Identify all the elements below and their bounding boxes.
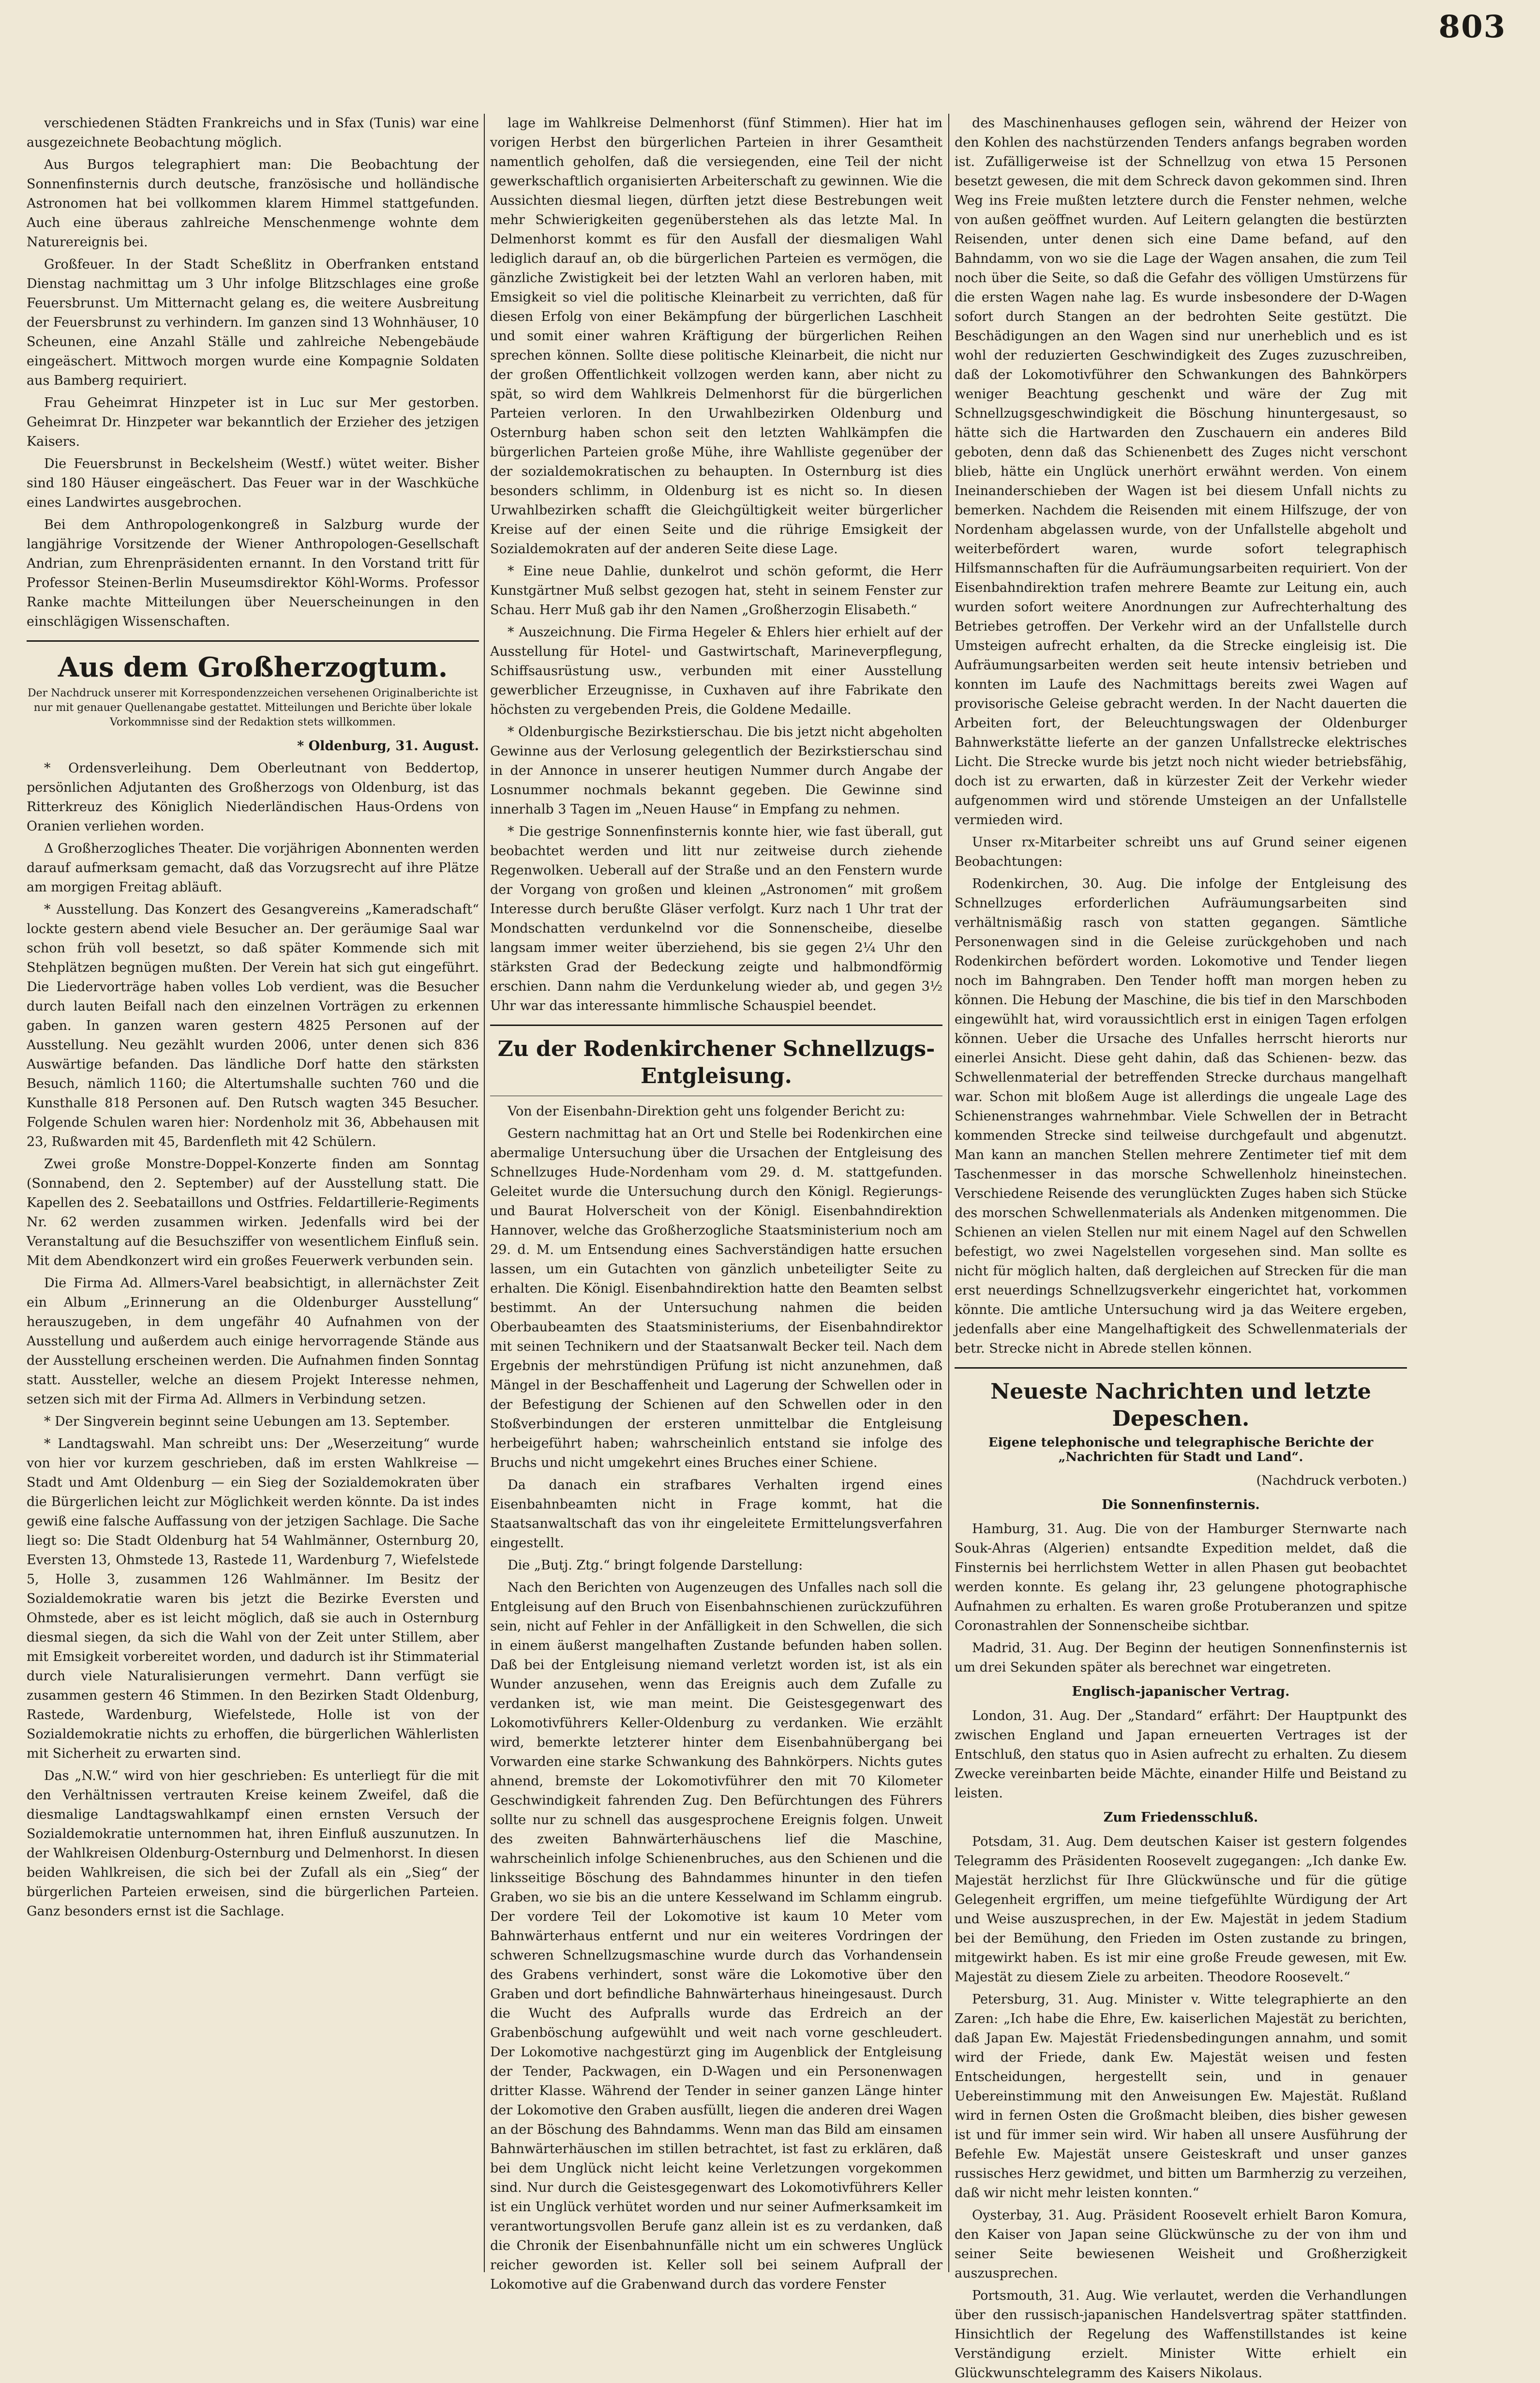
section-subtitle: Eigene telephonische und telegraphische Berichte der „Nachrichten für Stadt und Land“.: [988, 1435, 1374, 1464]
article-paragraph: Die Feuersbrunst in Beckelsheim (Westf.) wütet weiter. Bisher sind 180 Häuser eingeäschert. Das Feuer war in der Waschküche eines Landwirtes ausgebrochen.: [27, 456, 479, 510]
article-paragraph: Aus Burgos telegraphiert man: Die Beobachtung der Sonnenfinsternis durch deutsche, französische und holländische Astronomen hat bei vollkommen klarem Himmel stattgefunden. Auch eine überaus zahlreiche Menschenmenge wohnte dem Naturereignis bei.: [27, 157, 479, 250]
news-heading: Die Sonnenfinsternis.: [1102, 1497, 1260, 1512]
article-paragraph: * Eine neue Dahlie, dunkelrot und schön geformt, die Herr Kunstgärtner Muß selbst gezogen hat, steht in seinem Fenster zur Schau. Herr Muß gab ihr den Namen „Großherzogin Elisabeth.“: [490, 564, 942, 618]
article-paragraph: des Maschinenhauses geflogen sein, während der Heizer von den Kohlen des nachstürzenden Tenders anfangs begraben worden ist. Zufälligerweise ist der Schnellzug von etwa 15 Personen besetzt gewesen, die mit dem Schreck davon gekommen sind. Ihren Weg ins Freie mußten letztere durch die Fenster nehmen, welche von außen geöffnet wurden. Auf Leitern gelangten die bestürzten Reisenden, unter denen sich eine Dame befand, auf den Bahndamm, von wo sie die Lage der Wagen ansahen, die zum Teil noch über die Seite, so daß die Gefahr des völligen Umstürzens für die ersten Wagen nahe lag. Es wurde insbesondere der D-Wagen sofort durch Stangen an der bedrohten Seite gestützt. Die Beschädigungen an den Wagen sind nur unerheblich und es ist wohl der reduzierten Geschwindigkeit des Zuges zuzuschreiben, daß der Lokomotivführer den Schwankungen des Bahnkörpers weniger Beachtung geschenkt und wäre der Zug mit Schnellzugsgeschwindigkeit die Böschung hinuntergesaust, so hätte sich die Hartwarden den Zuschauern ein anderes Bild geboten, denn daß das Schienenbett des Zuges nicht verschont blieb, hätte ein Unglück unerhört erwähnt werden. Von einem Ineinanderschieben der Wagen ist bei diesem Unfall nichts zu bemerken. Nachdem die Reisenden mit einem Hilfszuge, der von Nordenham abgelassen wurde, von der Unfallstelle abgeholt und weiterbefördert waren, wurde sofort telegraphisch Hilfsmannschaften für die Aufräumungsarbeiten requiriert. Von der Eisenbahndirektion trafen mehrere Beamte zur Leitung ein, auch wurden sofort weitere Anordnungen zur Aufrechterhaltung des Betriebes getroffen. Der Verkehr wird an der Unfallstelle durch Umsteigen aufrecht erhalten, da die Strecke eingleisig ist. Die Aufräumungsarbeiten werden seit heute intensiv betrieben und konnten im Laufe des Nachmittags bereits zwei Wagen auf provisorische Geleise gebracht werden. In der Nacht dauerten die Arbeiten fort, der Beleuchtungswagen der Oldenburger Bahnwerkstätte lieferte an der ganzen Unfallstrecke elektrisches Licht. Die Strecke wurde bis jetzt noch nicht wieder betriebsfähig, doch ist zu erwarten, daß in kürzester Zeit der Verkehr wieder aufgenommen wird und störende Umsteigen an der Unfallstelle vermieden wird.: [955, 116, 1407, 828]
column-left: [27, 114, 479, 2272]
article-paragraph: * Landtagswahl. Man schreibt uns: Der „Weserzeitung“ wurde von hier vor kurzem geschrieben, daß im ersten Wahlkreise — Stadt und Amt Oldenburg — ein Sieg der Sozialdemokraten über die Bürgerlichen leicht zur Möglichkeit werden könnte. Da ist indes gewiß eine falsche Auffassung von der jetzigen Sachlage. Die Sache liegt so: Die Stadt Oldenburg hat 54 Wahlmänner, Osternburg 20, Eversten 13, Ohmstede 13, Rastede 11, Wardenburg 7, Wiefelstede 5, Holle 3, zusammen 126 Wahlmänner. Im Besitz der Sozialdemokratie waren bis jetzt die Bezirke Eversten und Ohmstede, aber es ist leicht möglich, daß sie auch in Osternburg diesmal siegen, da sich die Wahl von der Zeit unter Stillem, aber mit Emsigkeit vorbereitet worden, und dadurch ist ihr Stimmaterial durch viele Naturalisierungen vermehrt. Dann verfügt sie zusammen gestern 46 Stimmen. In den Bezirken Stadt Oldenburg, Rastede, Wardenburg, Wiefelstede, Holle ist von der Sozialdemokratie nichts zu erhoffen, die bürgerlichen Wählerlisten mit Sicherheit zu erwarten sind.: [27, 1436, 479, 1761]
article-paragraph: Zwei große Monstre-Doppel-Konzerte finden am Sonntag (Sonnabend, den 2. September) auf der Ausstellung statt. Die Kapellen des 2. Seebataillons und Ostfries. Feldartillerie-Regiments Nr. 62 werden zusammen wirken. Jedenfalls wird bei der Veranstaltung auf die Besuchsziffer von wesentlichem Einfluß sein. Mit dem Abendkonzert wird ein großes Feuerwerk verbunden sein.: [27, 1157, 479, 1268]
section-divider: [490, 1025, 942, 1026]
page-number: 803: [1438, 9, 1506, 45]
dateline: * Oldenburg, 31. August.: [297, 739, 479, 754]
section-title: Neueste Nachrichten und letzte Depeschen.: [990, 1379, 1371, 1431]
article-paragraph: * Die gestrige Sonnenfinsternis konnte hier, wie fast überall, gut beobachtet werden und litt nur zeitweise durch ziehende Regenwolken. Ueberall auf der Straße und an den Fenstern wurde der Vorgang von großen und kleinen „Astronomen“ mit großem Interesse durch berußte Gläser verfolgt. Kurz nach 1 Uhr trat der Mondschatten verdunkelnd vor die Sonnenscheibe, dieselbe langsam immer weiter überziehend, bis sie gegen 2¼ Uhr den stärksten Grad der Bedeckung zeigte und halbmondförmig erschien. Dann nahm die Verdunkelung wieder ab, und gegen 3½ Uhr war das interessante himmlische Schauspiel beendet.: [490, 824, 942, 1013]
article-paragraph: * Auszeichnung. Die Firma Hegeler & Ehlers hier erhielt auf der Ausstellung für Hotel- und Gastwirtschaft, Marineverpflegung, Schiffsausrüstung usw., verbunden mit einer Ausstellung gewerblicher Erzeugnisse, in Cuxhaven auf ihre Fabrikate den höchsten zu vergebenden Preis, die Goldene Medaille.: [490, 625, 942, 717]
article-paragraph: Potsdam, 31. Aug. Dem deutschen Kaiser ist gestern folgendes Telegramm des Präsidenten Roosevelt zugegangen: „Ich danke Ew. Majestät herzlichst für Ihre Glückwünsche und für die gütige Gelegenheit ergriffen, um meine tiefgefühlte Würdigung der Art und Weise auszusprechen, in der Ew. Majestät in jedem Stadium bei der Bemühung, den Frieden im Osten zustande zu bringen, mitgewirkt haben. Es ist mir eine große Freude gewesen, mit Ew. Majestät zu diesem Ziele zu arbeiten. Theodore Roosevelt.“: [955, 1834, 1407, 1985]
article-paragraph: Madrid, 31. Aug. Der Beginn der heutigen Sonnenfinsternis ist um drei Sekunden später als berechnet war eingetreten.: [955, 1641, 1407, 1675]
article-paragraph: Die Firma Ad. Allmers-Varel beabsichtigt, in allernächster Zeit ein Album „Erinnerung an die Oldenburger Ausstellung“ herauszugeben, in dem ungefähr 40 Aufnahmen von der Ausstellung und außerdem auch einige hervorragende Stände aus der Ausstellung erscheinen werden. Die Aufnahmen finden Sonntag statt. Aussteller, welche an diesem Projekt Interesse nehmen, setzen sich mit der Firma Ad. Allmers in Verbindung setzen.: [27, 1276, 479, 1407]
article-paragraph: Frau Geheimrat Hinzpeter ist in Luc sur Mer gestorben. Geheimrat Dr. Hinzpeter war bekanntlich der Erzieher des jetzigen Kaisers.: [27, 395, 479, 449]
column-middle: [490, 114, 942, 2292]
article-paragraph: * Ausstellung. Das Konzert des Gesangvereins „Kameradschaft“ lockte gestern abend viele Besucher an. Der geräumige Saal war schon früh voll besetzt, so daß später Kommende sich mit Stehplätzen begnügen mußten. Der Verein hat sich gut eingeführt. Die Liedervorträge haben volles Lob verdient, was die Besucher durch lauten Beifall nach den einzelnen Vorträgen zu erkennen gaben. In ganzen waren gestern 4825 Personen auf der Ausstellung. Neu gezählt wurden 2006, unter denen sich 836 Auswärtige befanden. Das ländliche Dorf hatte den stärksten Besuch, nämlich 1160; die Altertumshalle suchten 760 und die Kunsthalle 818 Personen auf. Den Rutsch wagten 345 Besucher. Folgende Schulen waren hier: Nordenholz mit 36, Abbehausen mit 23, Rußwarden mit 45, Bardenfleth mit 42 Schülern.: [27, 902, 479, 1149]
section-divider: [955, 1367, 1407, 1369]
article-paragraph: Großfeuer. In der Stadt Scheßlitz in Oberfranken entstand Dienstag nachmittag um 3 Uhr infolge Blitzschlages eine große Feuersbrunst. Um Mitternacht gelang es, die weitere Ausbreitung der Feuersbrunst zu verhindern. Im ganzen sind 13 Wohnhäuser, 10 Scheunen, eine Anzahl Ställe und zahlreiche Nebengebäude eingeäschert. Mittwoch morgen wurde eine Kompagnie Soldaten aus Bamberg requiriert.: [27, 257, 479, 388]
article-paragraph: Die „Butj. Ztg.“ bringt folgende Darstellung:: [508, 1558, 803, 1573]
column-right: [955, 114, 1407, 2381]
article-paragraph: Nach den Berichten von Augenzeugen des Unfalles nach soll die Entgleisung auf den Bruch von Eisenbahnschienen zurückzuführen sein, nicht auf Fehler in der Anfälligkeit in den Schwellen, die sich in einem äußerst mangelhaften Zustande befunden haben sollen. Daß bei der Entgleisung niemand verletzt worden ist, ist als ein Wunder anzusehen, wenn das Ereignis auch dem Zufalle zu verdanken ist, wie man meint. Die Geistesgegenwart des Lokomotivführers Keller-Oldenburg zu verdanken. Wie erzählt wird, bemerkte letzterer hinter dem Eisenbahnübergang bei Vorwarden eine starke Schwankung des Bahnkörpers. Nichts gutes ahnend, bremste der Lokomotivführer den mit 70 Kilometer Geschwindigkeit fahrenden Zug. Den Befürchtungen des Führers sollte nur zu schnell das ausgesprochene Ereignis folgen. Unweit des zweiten Bahnwärterhäuschens lief die Maschine, wahrscheinlich infolge Schienenbruches, aus den Schienen und die linksseitige Böschung des Bahndammes hinunter in den tiefen Graben, wo sie bis an die untere Kesselwand im Schlamm eingrub. Der vordere Teil der Lokomotive ist kaum 10 Meter vom Bahnwärterhaus entfernt und nur ein weiteres Vordringen der schweren Schnellzugsmaschine wurde durch das Vorhandensein des Grabens verhindert, sonst wäre die Lokomotive über den Graben und dort befindliche Bahnwärterhaus hineingesaust. Durch die Wucht des Aufpralls wurde das Erdreich an der Grabenböschung aufgewühlt und weit nach vorne geschleudert. Der Lokomotive nachgestürzt ging im Augenblick der Entgleisung der Tender, Packwagen, ein D-Wagen und ein Personenwagen dritter Klasse. Während der Tender in seiner ganzen Länge hinter der Lokomotive den Graben ausfüllt, liegen die anderen drei Wagen an der Böschung des Bahndamms. Wenn man das Bild am einsamen Bahnwärterhäuschen im stillen betrachtet, ist fast zu erklären, daß bei dem Unglück nicht leicht keine Verletzungen vorgekommen sind. Nur durch die Geistesgegenwart des Lokomotivführers Keller ist ein Unglück verhütet worden und nur seiner Aufmerksamkeit im verantwortungsvollen Berufe ganz allein ist es zu verdanken, daß die Chronik der Eisenbahnunfälle nicht um ein schweres Unglück reicher geworden ist. Keller soll bei seinem Aufprall der Lokomotive auf die Grabenwand durch das vordere Fenster: [490, 1580, 942, 2292]
article-paragraph: Unser rx-Mitarbeiter schreibt uns auf Grund seiner eigenen Beobachtungen:: [955, 835, 1407, 869]
article-paragraph: * Ordensverleihung. Dem Oberleutnant von Beddertop, persönlichen Adjutanten des Großherzogs von Oldenburg, ist das Ritterkreuz des Königlich Niederländischen Haus-Ordens von Oranien verliehen worden.: [27, 761, 479, 834]
article-paragraph: Da danach ein strafbares Verhalten irgend eines Eisenbahnbeamten nicht in Frage kommt, hat die Staatsanwaltschaft das von ihr eingeleitete Ermittelungsverfahren eingestellt.: [490, 1478, 942, 1551]
column-rule: [948, 114, 949, 2272]
article-paragraph: Petersburg, 31. Aug. Minister v. Witte telegraphierte an den Zaren: „Ich habe die Ehre, Ew. kaiserlichen Majestät zu berichten, daß Japan Ew. Majestät Friedensbedingungen annahm, und somit wird der Friede, dank Ew. Majestät weisen und festen Entscheidungen, hergestellt sein, und in genauer Uebereinstimmung mit den Anweisungen Ew. Majestät. Rußland wird in fernen Osten die Großmacht bleiben, dies bisher gewesen ist und für immer sein wird. Wir haben all unsere Ausführung der Befehle Ew. Majestät unsere Geisteskraft und unser ganzes russisches Herz gewidmet, und bitten um Barmherzig zu verzeihen, daß wir nicht mehr leisten konnten.“: [955, 1992, 1407, 2201]
article-paragraph: lage im Wahlkreise Delmenhorst (fünf Stimmen). Hier hat im vorigen Herbst den bürgerlichen Parteien in ihrer Gesamtheit namentlich geholfen, daß die versiegenden, eine Teil der nicht gewerkschaftlich organisierten Arbeiterschaft zu gewinnen. Wie die Aussichten diesmal liegen, dürften jetzt diese Bestrebungen weit mehr Schwierigkeiten gegenüberstehen als das letzte Mal. In Delmenhorst kommt es für den Ausfall der diesmaligen Wahl lediglich darauf an, ob die bürgerlichen Parteien es vermögen, die gänzliche Zwistigkeit bei der letzten Wahl an verloren haben, mit Emsigkeit so viel die politische Kleinarbeit zu verrichten, daß für diesen Erfolg von einer Bekämpfung der bürgerlichen Laschheit und somit einer wahren Kräftigung der bürgerlichen Reihen sprechen können. Sollte diese politische Kleinarbeit, die nicht nur der großen Offentlichkeit vollzogen werden kann, aber nicht zu spät, so wird dem Wahlkreis Delmenhorst für die bürgerlichen Parteien verloren. In den Urwahlbezirken Oldenburg und Osternburg haben schon seit den letzten Wahlkämpfen die bürgerlichen Parteien große Mühe, ihre Wahlliste gegenüber der der sozialdemokratischen zu behaupten. In Osternburg ist dies besonders schlimm, in Oldenburg ist es nicht so. In diesen Urwahlbezirken schafft die Gleichgültigkeit weiter bürgerlicher Kreise auf der einen Seite und die rührige Emsigkeit der Sozialdemokraten auf der anderen Seite diese Lage.: [490, 116, 942, 557]
news-heading: Zum Friedensschluß.: [1103, 1810, 1258, 1825]
article-paragraph: * Oldenburgische Bezirkstierschau. Die bis jetzt nicht abgeholten Gewinne aus der Verlosung gelegentlich der Bezirkstierschau sind in der Annonce in unserer heutigen Nummer durch Angabe der Losnummer nochmals bekannt gegeben. Die Gewinne sind innerhalb 3 Tagen im „Neuen Hause“ in Empfang zu nehmen.: [490, 724, 942, 817]
article-paragraph: verschiedenen Städten Frankreichs und in Sfax (Tunis) war eine ausgezeichnete Beobachtung möglich.: [27, 116, 479, 150]
article-paragraph: Rodenkirchen, 30. Aug. Die infolge der Entgleisung des Schnellzuges erforderlichen Aufräumungsarbeiten sind verhältnismäßig rasch von statten gegangen. Sämtliche Personenwagen sind in die Geleise zurückgehoben und nach Rodenkirchen befördert worden. Lokomotive und Tender liegen noch im Bahngraben. Den Tender hofft man morgen heben zu können. Die Hebung der Maschine, die bis tief in den Marschboden eingewühlt hat, wird voraussichtlich erst in einigen Tagen erfolgen können. Ueber die Ursache des Unfalles herrscht hierorts nur einerlei Ansicht. Diese geht dahin, daß das Schienen- bezw. das Schwellenmaterial der betreffenden Strecke durchaus mangelhaft war. Schon mit bloßem Auge ist allerdings die ungeale Lage des Schienenstranges wahrnehmbar. Viele Schwellen der in Betracht kommenden Strecke sind teilweise durchgefault und abgenutzt. Man kann an manchen Stellen mehrere Zentimeter tief mit dem Taschenmesser in das morsche Schwellenholz hineinstechen. Verschiedene Reisende des verunglückten Zuges haben sich Stücke des morschen Schwellenmaterials als Andenken mitgenommen. Die Schienen an vielen Stellen nur mit einem Nagel auf den Schwellen befestigt, wo zwei Nagelstellen vorgesehen sind. Man sollte es nicht für möglich halten, daß dergleichen auf Strecken für die man erst neuerdings Schnellzugsverkehr eingerichtet hat, vorkommen könnte. Die amtliche Untersuchung wird ja das Weitere ergeben, jedenfalls aber eine Mangelhaftigkeit des Schwellenmaterials der betr. Strecke nicht in Abrede stellen können.: [955, 876, 1407, 1356]
section-title: Aus dem Großherzogtum.: [58, 651, 448, 683]
article-paragraph: Oysterbay, 31. Aug. Präsident Roosevelt erhielt Baron Komura, den Kaiser von Japan seine Glückwünsche zu der von ihm und seiner Seite bewiesenen Weisheit und Großherzigkeit auszusprechen.: [955, 2208, 1407, 2281]
section-subtitle: Der Nachdruck unserer mit Korrespondenzzeichen versehenen Originalberichte ist nur mit genauer Quellenangabe gestattet. Mitteilungen und Berichte über lokale Vorkommnisse sind der Redaktion stets willkommen.: [28, 687, 478, 728]
article-paragraph: Von der Eisenbahn-Direktion geht uns folgender Bericht zu:: [508, 1104, 905, 1119]
column-rule: [484, 114, 485, 2272]
section-divider: [27, 640, 479, 642]
article-paragraph: Das „N.W.“ wird von hier geschrieben: Es unterliegt für die mit den Verhältnissen vertrauten Kreise keinem Zweifel, daß die diesmalige Landtagswahlkampf einen ernsten Versuch der Sozialdemokratie unternommen hat, ihren Einfluß auszunutzen. In der Wahlkreisen Oldenburg-Osternburg und Delmenhorst. In diesen beiden Wahlkreisen, die sich bei der Zufall als ein „Sieg“ der bürgerlichen Parteien erweisen, sind die bürgerlichen Parteien. Ganz besonders ernst ist die Sachlage.: [27, 1768, 479, 1919]
section-title: Zu der Rodenkirchener Schnellzugs-Entgleisung.: [497, 1037, 935, 1088]
news-heading: Englisch-japanischer Vertrag.: [1072, 1684, 1290, 1699]
article-paragraph: Bei dem Anthropologenkongreß in Salzburg wurde der langjährige Vorsitzende der Wiener Anthropologen-Gesellschaft Andrian, zum Ehrenpräsidenten ernannt. In den Vorstand tritt für Professor Steinen-Berlin Museumsdirektor Köhl-Worms. Professor Ranke machte Mitteilungen über Neuerscheinungen in den einschlägigen Wissenschaften.: [27, 517, 479, 629]
article-paragraph: Hamburg, 31. Aug. Die von der Hamburger Sternwarte nach Souk-Ahras (Algerien) entsandte Expedition meldet, daß die Finsternis bei herrlichstem Wetter in allen Phasen gut beobachtet werden konnte. Es gelang ihr, 23 gelungene photographische Aufnahmen zu erhalten. Es waren große Protuberanzen und spitze Coronastrahlen der Sonnenscheibe sichtbar.: [955, 1522, 1407, 1633]
article-paragraph: London, 31. Aug. Der „Standard“ erfährt: Der Hauptpunkt des zwischen England und Japan erneuerten Vertrages ist der Entschluß, den status quo in Asien aufrecht zu erhalten. Zu diesem Zwecke vereinbarten beide Mächte, einander Hilfe und Beistand zu leisten.: [955, 1708, 1407, 1801]
article-paragraph: Δ Großherzogliches Theater. Die vorjährigen Abonnenten werden darauf aufmerksam gemacht, daß das Vorzugsrecht auf ihre Plätze am morgigen Freitag abläuft.: [27, 841, 479, 895]
reprint-notice: (Nachdruck verboten.): [1256, 1473, 1407, 1488]
article-paragraph: Gestern nachmittag hat an Ort und Stelle bei Rodenkirchen eine abermalige Untersuchung über die Ursachen der Entgleisung des Schnellzuges Hude-Nordenham vom 29. d. M. stattgefunden. Geleitet wurde die Untersuchung durch den Königl. Regierungs- und Baurat Holverscheit von der Königl. Eisenbahndirektion Hannover, welche das Großherzogliche Staatsministerium noch am 29. d. M. um Entsendung eines Sachverständigen hatte ersuchen lassen, um ein Gutachten von gänzlich unbeteiligter Seite zu erhalten. Die Königl. Eisenbahndirektion hatte den Beamten selbst bestimmt. An der Untersuchung nahmen die beiden Oberbaubeamten des Staatsministeriums, der Eisenbahndirektor mit seinen Technikern und der Staatsanwalt Becker teil. Nach dem Ergebnis der mehrstündigen Prüfung ist nicht anzunehmen, daß Mängel in der Beschaffenheit und Lagerung der Schwellen oder in der Befestigung der Schienen auf den Schwellen oder in den Stoßverbindungen der ersteren unmittelbar die Entgleisung herbeigeführt haben; wahrscheinlich entstand sie infolge des Bruchs und nicht umgekehrt eines Bruches einer Schiene.: [490, 1126, 942, 1470]
article-paragraph: * Der Singverein beginnt seine Uebungen am 13. September.: [44, 1414, 450, 1429]
article-paragraph: Portsmouth, 31. Aug. Wie verlautet, werden die Verhandlungen über den russisch-japanischen Handelsvertrag später stattfinden. Hinsichtlich der Regelung des Waffenstillstandes ist keine Verständigung erzielt. Minister Witte erhielt ein Glückwunschtelegramm des Kaisers Nikolaus.: [955, 2288, 1407, 2381]
